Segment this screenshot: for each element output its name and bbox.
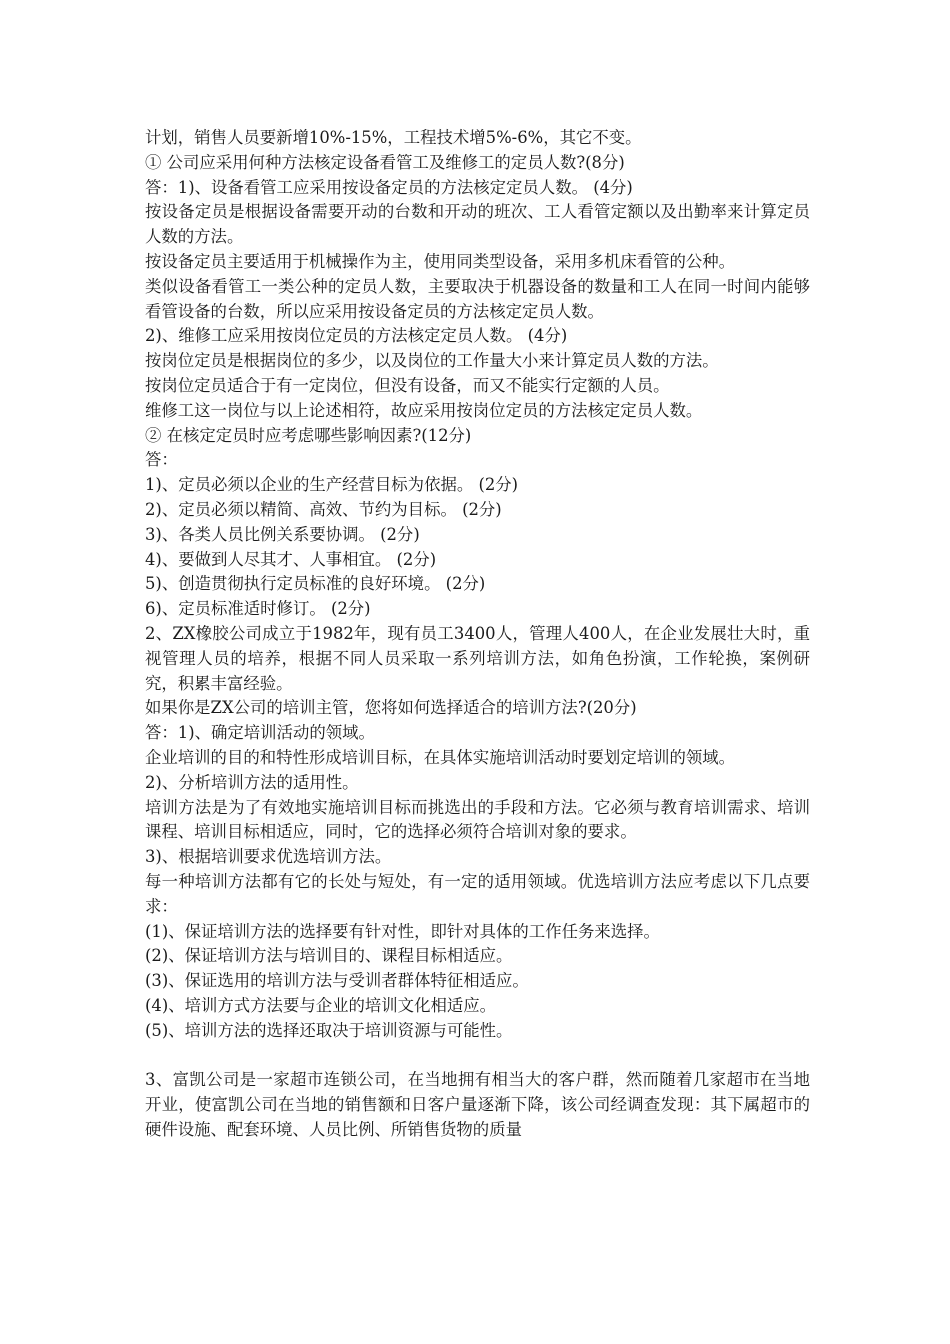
paragraph: 答：1)、设备看管工应采用按设备定员的方法核定定员人数。 (4分) (145, 177, 633, 197)
list-item: 5)、创造贯彻执行定员标准的良好环境。 (2分) (145, 574, 486, 594)
document-body (145, 126, 810, 1143)
paragraph: 2)、分析培训方法的适用性。 (145, 772, 359, 792)
paragraph: 企业培训的目的和特性形成培训目标，在具体实施培训活动时要划定培训的领域。 (145, 747, 736, 767)
paragraph: 类似设备看管工一类公种的定员人数，主要取决于机器设备的数量和工人在同一时间内能够看管设备的台数，所以应采用按设备定员的方法核定定员人数。 (145, 276, 810, 321)
paragraph: 计划，销售人员要新增10%-15%，工程技术增5%-6%，其它不变。 (145, 128, 642, 147)
paragraph: 每一种培训方法都有它的长处与短处，有一定的适用领域。优选培训方法应考虑以下几点要求： (145, 871, 810, 916)
list-item: (1)、保证培训方法的选择要有针对性，即针对具体的工作任务来选择。 (145, 921, 660, 941)
blank-line (145, 1043, 810, 1068)
paragraph: 3)、根据培训要求优选培训方法。 (145, 847, 392, 867)
list-item: (2)、保证培训方法与培训目的、课程目标相适应。 (145, 946, 513, 966)
paragraph: 按设备定员主要适用于机械操作为主，使用同类型设备，采用多机床看管的公种。 (145, 251, 736, 271)
list-item: (5)、培训方法的选择还取决于培训资源与可能性。 (145, 1020, 513, 1040)
list-item: 2)、定员必须以精简、高效、节约为目标。 (2分) (145, 499, 502, 519)
list-item: 1)、定员必须以企业的生产经营目标为依据。 (2分) (145, 475, 519, 495)
list-item: (4)、培训方式方法要与企业的培训文化相适应。 (145, 995, 497, 1015)
list-item: 4)、要做到人尽其才、人事相宜。 (2分) (145, 549, 437, 569)
list-item: 3)、各类人员比例关系要协调。 (2分) (145, 524, 420, 544)
paragraph: ① 公司应采用何种方法核定设备看管工及维修工的定员人数?(8分) (145, 152, 625, 172)
answer-label: 答： (145, 450, 178, 470)
case-paragraph: 3、富凯公司是一家超市连锁公司，在当地拥有相当大的客户群，然而随着几家超市在当地开业，使富凯公司在当地的销售额和日客户量逐渐下降，该公司经调查发现：其下属超市的硬件设施、配套环境、人员比例、所销售货物的质量 (145, 1070, 810, 1139)
case-paragraph: 2、ZX橡胶公司成立于1982年，现有员工3400人，管理人400人，在企业发展壮大时，重视管理人员的培养，根据不同人员采取一系列培训方法，如角色扮演，工作轮换，案例研究，积累丰富经验。 (145, 623, 810, 693)
paragraph: 2)、维修工应采用按岗位定员的方法核定定员人数。 (4分) (145, 326, 568, 346)
question-heading: 如果你是ZX公司的培训主管，您将如何选择适合的培训方法?(20分) (145, 698, 637, 718)
question-heading: ② 在核定定员时应考虑哪些影响因素?(12分) (145, 425, 472, 445)
paragraph: 按设备定员是根据设备需要开动的台数和开动的班次、工人看管定额以及出勤率来计算定员人数的方法。 (145, 202, 810, 247)
paragraph: 培训方法是为了有效地实施培训目标而挑选出的手段和方法。它必须与教育培训需求、培训课程、培训目标相适应，同时，它的选择必须符合培训对象的要求。 (145, 797, 810, 842)
paragraph: 按岗位定员是根据岗位的多少，以及岗位的工作量大小来计算定员人数的方法。 (145, 351, 719, 371)
list-item: (3)、保证选用的培训方法与受训者群体特征相适应。 (145, 971, 529, 991)
list-item: 6)、定员标准适时修订。 (2分) (145, 599, 371, 619)
paragraph: 答：1)、确定培训活动的领域。 (145, 723, 375, 743)
paragraph: 按岗位定员适合于有一定岗位，但没有设备，而又不能实行定额的人员。 (145, 375, 670, 395)
paragraph: 维修工这一岗位与以上论述相符，故应采用按岗位定员的方法核定定员人数。 (145, 400, 703, 420)
